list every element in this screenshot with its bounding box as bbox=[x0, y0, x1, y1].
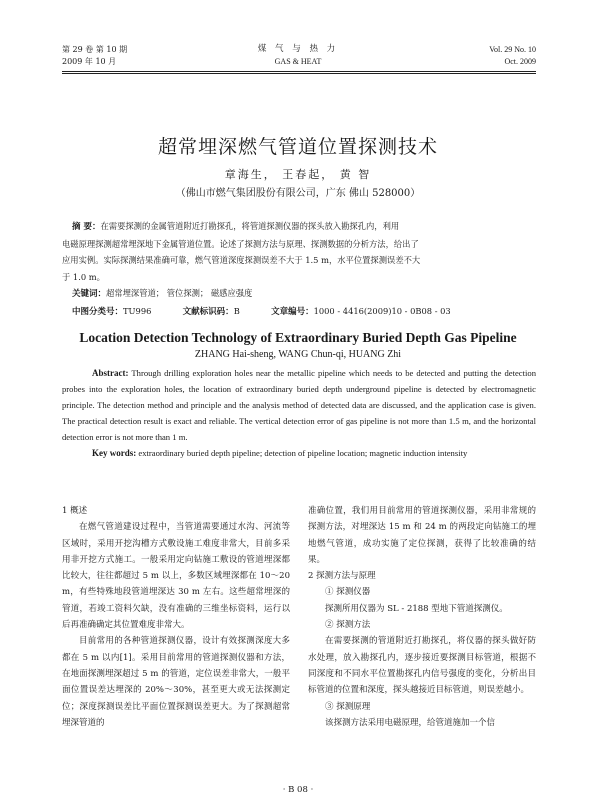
classification-line bbox=[62, 303, 536, 321]
body-left-column bbox=[62, 503, 290, 731]
clc-label: 中图分类号： bbox=[72, 306, 124, 317]
header-rule bbox=[62, 71, 536, 72]
article-title-en: Location Detection Technology of Extraordinary Buried Depth Gas Pipeline bbox=[79, 330, 517, 345]
abstract-cn-line: 在需要探测的金属管道附近打勘探孔，将管道探测仪器的探头放入勘探孔内，利用 bbox=[100, 221, 400, 231]
authors-cn: 章海生， 王春起， 黄 智 bbox=[224, 168, 372, 181]
abstract-en bbox=[62, 365, 536, 461]
abstract-cn-line: 于 1.0 m。 bbox=[62, 271, 105, 282]
clc-value: TU996 bbox=[123, 305, 152, 316]
article-title-cn: 超常埋深燃气管道位置探测技术 bbox=[157, 136, 438, 158]
article-no-label: 文章编号： bbox=[271, 306, 314, 317]
subsection-heading: ② 探测方法 bbox=[325, 620, 371, 631]
affiliation-cn: （佛山市燃气集团股份有限公司，广东 佛山 528000） bbox=[175, 188, 421, 199]
keywords-en-text: extraordinary buried depth pipeline; detection of pipeline location; magnetic induction intensity bbox=[138, 448, 468, 458]
header-date-en: Oct. 2009 bbox=[504, 57, 536, 66]
keywords-cn-label: 关键词： bbox=[72, 289, 107, 299]
header-volume-cn: 第 29 卷 第 10 期 bbox=[62, 45, 128, 54]
page-number: · B 08 · bbox=[282, 785, 314, 795]
paragraph: 该探测方法采用电磁原理，给管道施加一个信 bbox=[325, 717, 496, 728]
abstract-en-text: Through drilling exploration holes near the metallic pipeline which needs to be detected and putting the detection probes into the exploration holes, the location of extraordinary buried depth underground pipeline is detected by electromagnetic principle. The detection method and principle and the analysis method of detected data are discussed, and the application case is given. The practical detection result is exact and reliable. The vertical detection error of gas pipeline is not more than 1.5 m, and the horizontal detection error is not more than 1 m. bbox=[62, 368, 536, 442]
abstract-cn-line: 应用实例。实际探测结果准确可靠，燃气管道深度探测误差不大于 1.5 m，水平位置探测误差不大 bbox=[62, 255, 421, 265]
keywords-cn-text: 超常埋深管道； 管位探测； 磁感应强度 bbox=[106, 288, 253, 298]
header-journal-cn: 煤 气 与 热 力 bbox=[257, 44, 339, 54]
header-journal-en: GAS & HEAT bbox=[274, 57, 322, 66]
keywords-en-label: Key words: bbox=[92, 448, 137, 458]
abstract-cn bbox=[62, 218, 536, 320]
authors-en: ZHANG Hai-sheng, WANG Chun-qi, HUANG Zhi bbox=[194, 349, 402, 360]
abstract-en-label: Abstract: bbox=[92, 368, 129, 378]
subsection-heading: ① 探测仪器 bbox=[325, 587, 371, 598]
article-no-value: 1000 - 4416(2009)10 - 0B08 - 03 bbox=[313, 305, 451, 316]
header-rule-double bbox=[62, 73, 536, 74]
paragraph: 探测所用仪器为 SL - 2188 型地下管道探测仪。 bbox=[325, 603, 508, 614]
abstract-cn-label: 摘 要： bbox=[72, 222, 101, 232]
doc-code-value: B bbox=[233, 305, 240, 316]
section-2-heading: 2 探测方法与原理 bbox=[308, 571, 376, 582]
paragraph: 准确位置，我们用目前常用的管道探测仪器，采用非常规的探测方法，对埋深达 15 m 和 24 m 的两段定向钻施工的埋地燃气管道，成功实施了定位探测，获得了比较准确的结果。 bbox=[308, 506, 536, 565]
subsection-heading: ③ 探测原理 bbox=[325, 701, 371, 712]
section-1-heading: 1 概述 bbox=[62, 506, 88, 516]
header-date-cn: 2009 年 10 月 bbox=[62, 57, 117, 66]
abstract-cn-line: 电磁原理探测超常埋深地下金属管道位置。论述了探测方法与原理、探测数据的分析方法，给出了 bbox=[62, 238, 419, 249]
doc-code-label: 文献标识码： bbox=[182, 306, 234, 317]
paragraph: 目前常用的各种管道探测仪器，设计有效探测深度大多都在 5 m 以内[1]。采用目前常用的管道探测仪器和方法，在地面探测埋深超过 5 m 的管道，定位误差非常大，一般平面位置误差达埋深的 20%～30%，甚至更大或无法探测定位；深度探测误差比平面位置探测误差更大。为了探测超常埋深管道的 bbox=[62, 636, 290, 728]
header-volume-en: Vol. 29 No. 10 bbox=[489, 45, 536, 54]
paragraph: 在需要探测的管道附近打勘探孔，将仪器的探头做好防水处理，放入勘探孔内，逐步接近要探测目标管道，根据不同深度和不同水平位置勘探孔内信号强度的变化，分析出目标管道的位置和深度，探头越接近目标管道，则误差越小。 bbox=[308, 636, 536, 696]
paragraph: 在燃气管道建设过程中，当管道需要通过水沟、河流等区域时，采用开挖沟槽方式敷设施工难度非常大，目前多采用非开挖方式施工。一般采用定向钻施工敷设的管道埋深都比较大，往往都超过 5 m 以上，多数区域埋深都在 10～20 m，有些特殊地段管道埋深达 30 m 左右。这些超常埋深的管道，若竣工资料欠缺，没有准确的三维坐标资料，运行以后再准确确定其位置难度非常大。 bbox=[62, 522, 290, 631]
body-right-column bbox=[308, 503, 536, 731]
